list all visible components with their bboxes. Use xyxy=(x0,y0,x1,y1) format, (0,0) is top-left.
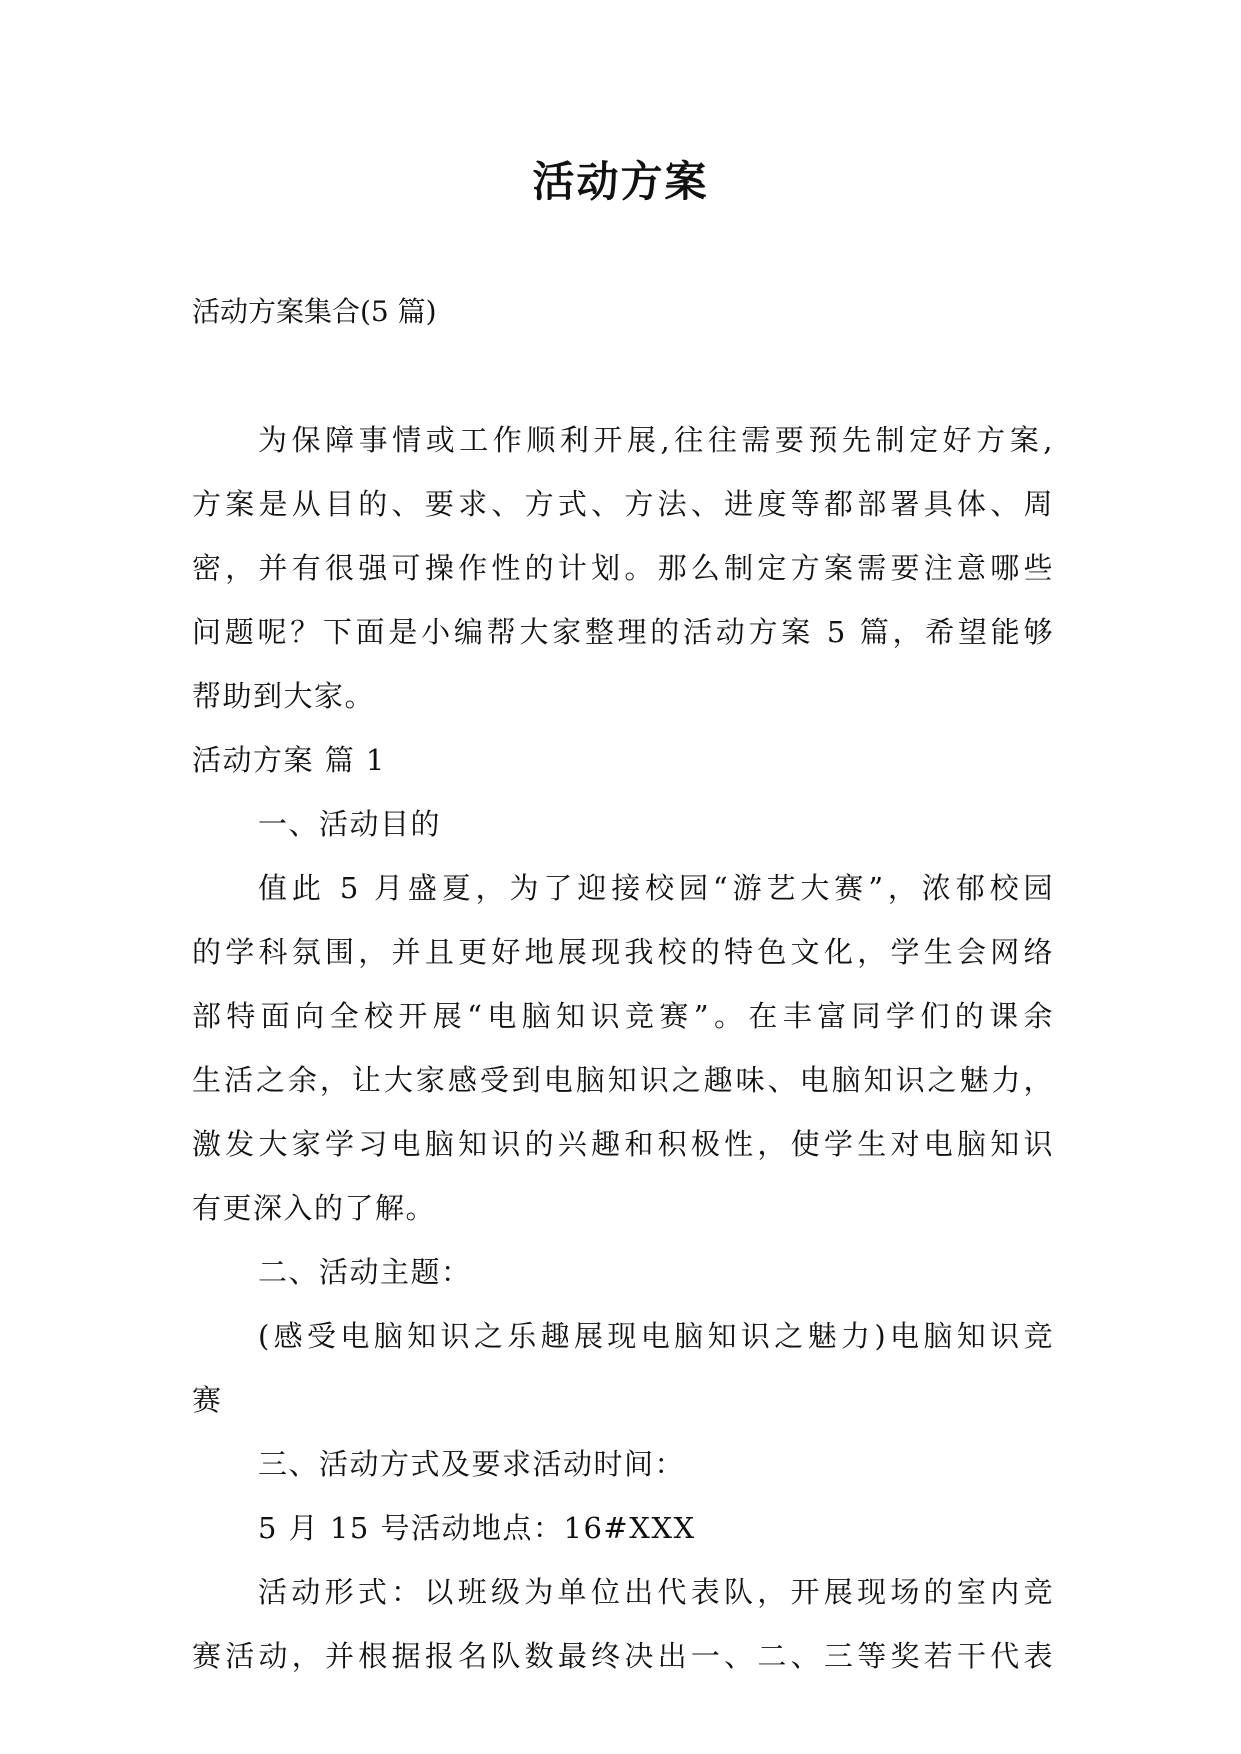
paragraph-line: 5 月 15 号活动地点：16#XXX xyxy=(258,1511,696,1545)
paragraph-line: 赛 xyxy=(192,1383,223,1417)
subsection-heading: 二、活动主题： xyxy=(258,1255,472,1289)
paragraph-line: 方案是从目的、要求、方式、方法、进度等都部署具体、周 xyxy=(192,487,1054,521)
paragraph-line: 生活之余，让大家感受到电脑知识之趣味、电脑知识之魅力， xyxy=(192,1063,1054,1097)
document-subtitle: 活动方案集合(5 篇) xyxy=(192,295,437,328)
paragraph-line: 有更深入的了解。 xyxy=(192,1191,437,1225)
paragraph-line: 为保障事情或工作顺利开展,往往需要预先制定好方案, xyxy=(258,423,1054,457)
page-title: 活动方案 xyxy=(532,157,709,206)
paragraph-line: (感受电脑知识之乐趣展现电脑知识之魅力)电脑知识竞 xyxy=(258,1319,1054,1353)
section-heading: 活动方案 篇 1 xyxy=(192,743,386,777)
paragraph-line: 问题呢？下面是小编帮大家整理的活动方案 5 篇，希望能够 xyxy=(192,615,1054,649)
subsection-heading: 三、活动方式及要求活动时间： xyxy=(258,1447,686,1481)
paragraph-line: 激发大家学习电脑知识的兴趣和积极性，使学生对电脑知识 xyxy=(192,1127,1054,1161)
paragraph-line: 密，并有很强可操作性的计划。那么制定方案需要注意哪些 xyxy=(192,551,1054,585)
document-body xyxy=(192,408,1054,1688)
paragraph-line: 赛活动，并根据报名队数最终决出一、二、三等奖若干代表 xyxy=(192,1639,1054,1673)
paragraph-line: 值此 5 月盛夏，为了迎接校园“游艺大赛”，浓郁校园 xyxy=(258,871,1054,905)
paragraph-line: 部特面向全校开展“电脑知识竞赛”。在丰富同学们的课余 xyxy=(192,999,1054,1033)
paragraph-line: 的学科氛围，并且更好地展现我校的特色文化，学生会网络 xyxy=(192,935,1054,969)
paragraph-line: 活动形式：以班级为单位出代表队，开展现场的室内竞 xyxy=(258,1575,1054,1609)
paragraph-line: 帮助到大家。 xyxy=(192,679,376,713)
subsection-heading: 一、活动目的 xyxy=(258,807,442,841)
